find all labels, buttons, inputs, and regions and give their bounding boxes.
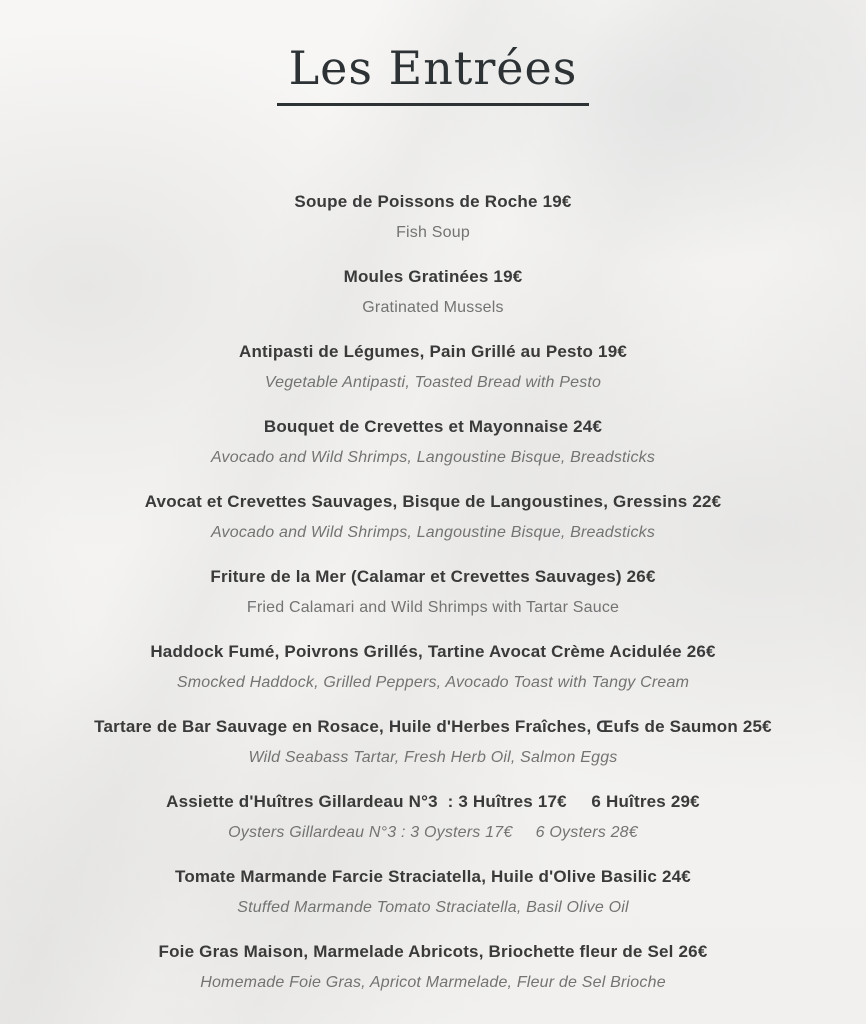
item-translation-english: Vegetable Antipasti, Toasted Bread with Pesto bbox=[264, 374, 602, 391]
menu-item bbox=[23, 492, 843, 543]
item-name-french: Friture de la Mer (Calamar et Crevettes Sauvages) 26€ bbox=[210, 567, 656, 586]
item-translation-english: Oysters Gillardeau N°3 : 3 Oysters 17€ 6 Oysters 28€ bbox=[228, 824, 638, 841]
item-translation-english: Smocked Haddock, Grilled Peppers, Avocado Toast with Tangy Cream bbox=[176, 674, 690, 691]
item-translation-english: Avocado and Wild Shrimps, Langoustine Bisque, Breadsticks bbox=[210, 449, 656, 466]
menu-items-list bbox=[23, 192, 843, 993]
item-name-french: Antipasti de Légumes, Pain Grillé au Pesto 19€ bbox=[238, 342, 628, 361]
menu-item bbox=[23, 717, 843, 768]
menu-item bbox=[23, 417, 843, 468]
item-name-french: Moules Gratinées 19€ bbox=[343, 267, 523, 286]
menu-item bbox=[23, 342, 843, 393]
item-translation-english: Wild Seabass Tartar, Fresh Herb Oil, Salmon Eggs bbox=[248, 749, 618, 766]
menu-item bbox=[23, 192, 843, 243]
item-translation-english: Fried Calamari and Wild Shrimps with Tartar Sauce bbox=[246, 599, 620, 616]
item-translation-english: Avocado and Wild Shrimps, Langoustine Bisque, Breadsticks bbox=[210, 524, 656, 541]
item-translation-english: Stuffed Marmande Tomato Straciatella, Basil Olive Oil bbox=[237, 899, 629, 916]
item-translation-english: Fish Soup bbox=[396, 224, 470, 241]
menu-item bbox=[23, 642, 843, 693]
page-title: Les Entrées bbox=[277, 40, 590, 106]
menu-item bbox=[23, 267, 843, 318]
menu-item bbox=[23, 867, 843, 918]
menu-item bbox=[23, 792, 843, 843]
item-name-french: Avocat et Crevettes Sauvages, Bisque de Langoustines, Gressins 22€ bbox=[144, 492, 722, 511]
item-translation-english: Homemade Foie Gras, Apricot Marmelade, Fleur de Sel Brioche bbox=[200, 974, 666, 991]
item-name-french: Foie Gras Maison, Marmelade Abricots, Briochette fleur de Sel 26€ bbox=[158, 942, 708, 961]
item-name-french: Soupe de Poissons de Roche 19€ bbox=[294, 192, 572, 211]
item-name-french: Assiette d'Huîtres Gillardeau N°3 : 3 Huîtres 17€ 6 Huîtres 29€ bbox=[166, 792, 700, 811]
item-name-french: Tartare de Bar Sauvage en Rosace, Huile d'Herbes Fraîches, Œufs de Saumon 25€ bbox=[94, 717, 772, 736]
item-name-french: Bouquet de Crevettes et Mayonnaise 24€ bbox=[263, 417, 603, 436]
menu-item bbox=[23, 942, 843, 993]
item-name-french: Haddock Fumé, Poivrons Grillés, Tartine Avocat Crème Acidulée 26€ bbox=[150, 642, 716, 661]
item-translation-english: Gratinated Mussels bbox=[362, 299, 504, 316]
menu-item bbox=[23, 567, 843, 618]
item-name-french: Tomate Marmande Farcie Straciatella, Huile d'Olive Basilic 24€ bbox=[175, 867, 691, 886]
